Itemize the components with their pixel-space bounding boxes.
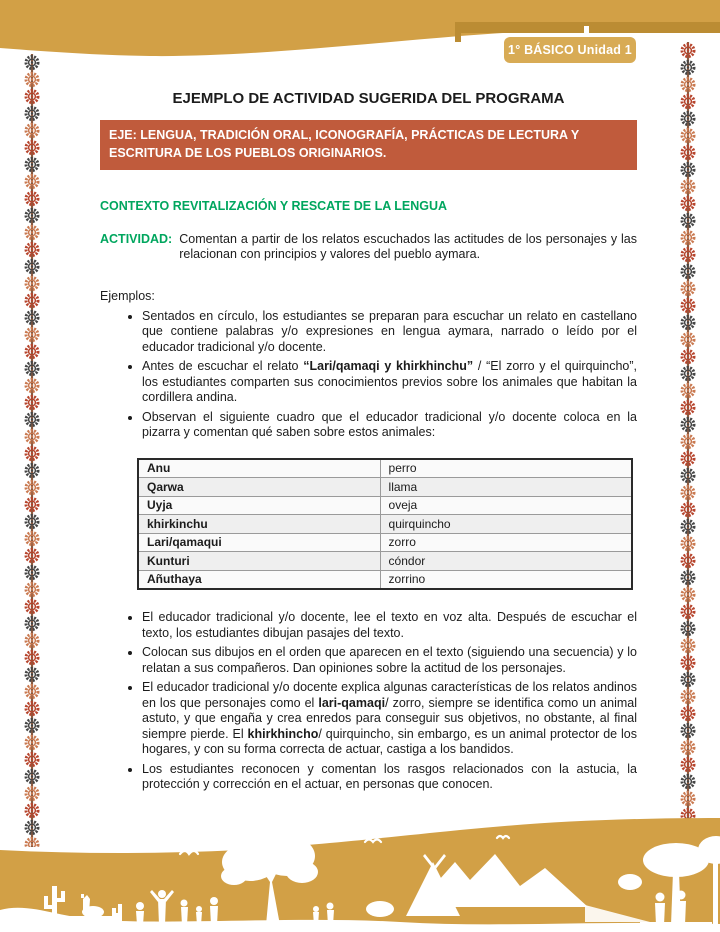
table-row xyxy=(138,552,632,571)
table-row xyxy=(138,459,632,478)
contexto-heading: CONTEXTO REVITALIZACIÓN Y RESCATE DE LA LENGUA xyxy=(100,198,448,213)
aymara-word: Anu xyxy=(138,459,380,478)
actividad-paragraph xyxy=(100,232,637,263)
table-row xyxy=(138,533,632,552)
aymara-word: Añuthaya xyxy=(138,570,380,589)
spanish-word: quirquincho xyxy=(380,515,632,534)
aymara-word: Qarwa xyxy=(138,478,380,497)
content-column xyxy=(100,90,637,797)
spanish-word: perro xyxy=(380,459,632,478)
actividad-label: ACTIVIDAD: xyxy=(100,231,173,246)
list-item: • El educador tradicional y/o docente explica algunas características de los relatos andinos en los que personajes como el lari-qamaqi/ zorro, siempre se identifica como un animal astuto, y que engaña y crea enredos para conseguir sus objetivos, no obstante, al final siempre pierde. El khirkhincho/ quirquincho, sin embargo, es un animal protector de los hogares, y con su forma correcta de actuar, castiga a los bandidos. xyxy=(142,680,637,758)
left-border-rosette-chain-icon xyxy=(23,54,41,847)
spanish-word: llama xyxy=(380,478,632,497)
ejemplos-label: Ejemplos: xyxy=(100,288,155,303)
list-item: • El educador tradicional y/o docente, lee el texto en voz alta. Después de escuchar el texto, los estudiantes dibujan pasajes del texto. xyxy=(142,610,637,641)
spanish-word: zorrino xyxy=(380,570,632,589)
unit-badge xyxy=(504,37,636,63)
table-row xyxy=(138,570,632,589)
list-item: • Colocan sus dibujos en el orden que aparecen en el texto (siguiendo una secuencia) y lo relatan a sus compañeros. Dan opiniones sobre la actitud de los personajes. xyxy=(142,645,637,676)
footer-landscape-art xyxy=(0,810,720,932)
aymara-word: Kunturi xyxy=(138,552,380,571)
list-item: • Los estudiantes reconocen y comentan los rasgos relacionados con la astucia, la protección y corrección en el actuar, en personas que conocen. xyxy=(142,762,637,793)
table-row xyxy=(138,496,632,515)
spanish-word: cóndor xyxy=(380,552,632,571)
table-row xyxy=(138,478,632,497)
aymara-word: khirkinchu xyxy=(138,515,380,534)
spanish-word: zorro xyxy=(380,533,632,552)
vocabulary-table xyxy=(137,458,633,591)
table-row xyxy=(138,515,632,534)
eje-banner: EJE: LENGUA, TRADICIÓN ORAL, ICONOGRAFÍA, PRÁCTICAS DE LECTURA Y ESCRITURA DE LOS PUEBLOS ORIGINARIOS. xyxy=(100,120,637,170)
right-border-rosette-chain-icon xyxy=(679,42,697,860)
list-item: • Antes de escuchar el relato “Lari/qamaqi y khirkhinchu” / “El zorro y el quirquincho”, los estudiantes comparten sus conocimientos previos sobre los animales que habitan la cordillera andina. xyxy=(142,359,637,406)
bullet-list-after-table xyxy=(100,610,637,793)
list-item: • Observan el siguiente cuadro que el educador tradicional y/o docente coloca en la pizarra y comentan qué saben sobre estos animales: xyxy=(142,410,637,441)
aymara-word: Uyja xyxy=(138,496,380,515)
aymara-word: Lari/qamaqui xyxy=(138,533,380,552)
unit-badge-label: 1° BÁSICO Unidad 1 xyxy=(508,43,632,57)
list-item: • Sentados en círculo, los estudiantes se preparan para escuchar un relato en castellano que contiene palabras y/o expresiones en lengua aymara, narrado o leído por el educador tradicional y/o docente. xyxy=(142,309,637,356)
bullet-list-before-table xyxy=(100,309,637,441)
page-title: EJEMPLO DE ACTIVIDAD SUGERIDA DEL PROGRAMA xyxy=(172,90,565,107)
spanish-word: oveja xyxy=(380,496,632,515)
actividad-text: Comentan a partir de los relatos escuchados las actitudes de los personajes y las relacionan con principios y valores del pueblo aymara. xyxy=(179,231,637,261)
